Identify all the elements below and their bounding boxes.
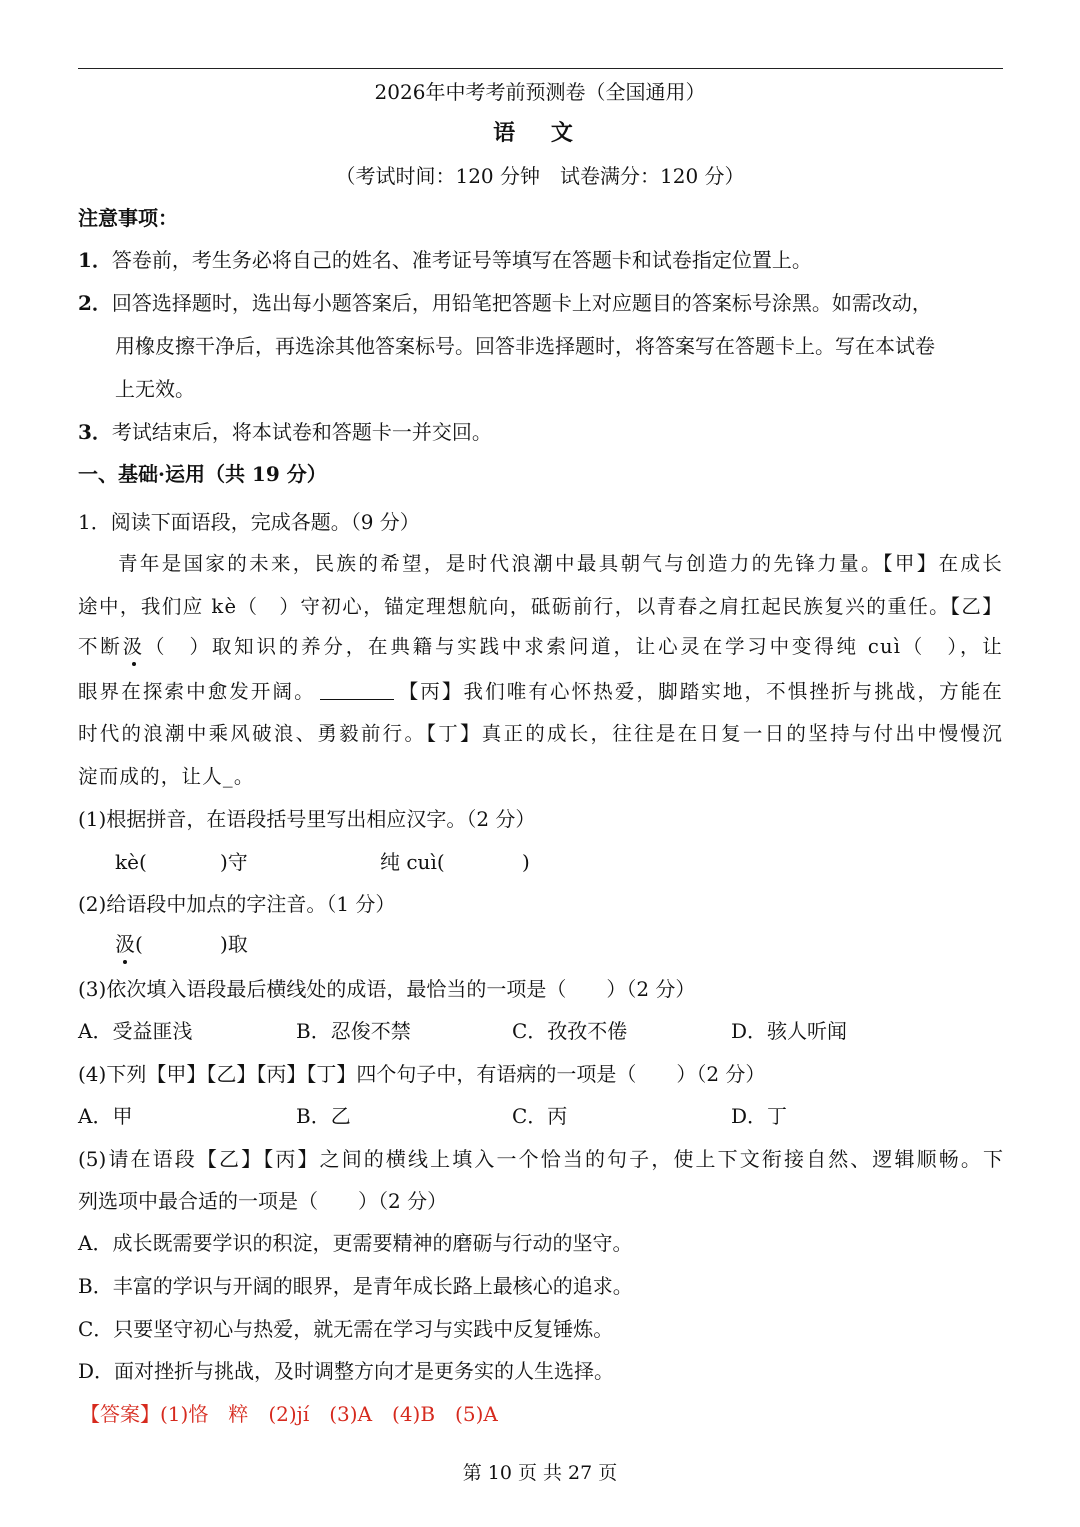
sub1-blank-ke-open: kè( [115, 850, 147, 874]
section-heading: 一、基础·运用（共 19 分） [78, 462, 327, 486]
passage-line-4: 眼界在探索中愈发开阔。 【丙】我们唯有心怀热爱，脚踏实地，不惧挫折与挑战，方能在 [78, 680, 1004, 703]
sub-question-5-stem-2: 列选项中最合适的一项是（ ）（2 分） [78, 1189, 448, 1213]
sub5-option-d: D．面对挫折与挑战，及时调整方向才是更务实的人生选择。 [78, 1359, 615, 1383]
notice-item-3 [78, 418, 492, 446]
sub3-option-a: A．受益匪浅 [78, 1019, 193, 1043]
answer-line: 【答案】(1)恪 粹 (2)jí (3)A (4)B (5)A [80, 1402, 498, 1426]
notice-item-2-cont1: 用橡皮擦干净后，再选涂其他答案标号。回答非选择题时，将答案写在答题卡上。写在本试卷 [115, 334, 935, 358]
notice-item-number: 3． [78, 420, 112, 444]
sub4-option-d: D．丁 [731, 1104, 788, 1128]
sub4-option-a: A．甲 [78, 1104, 133, 1128]
sub3-option-d: D．骇人听闻 [731, 1019, 848, 1043]
notice-item-text: 答卷前，考生务必将自己的姓名、准考证号等填写在答题卡和试卷指定位置上。 [111, 248, 812, 272]
sub2-close: )取 [220, 932, 248, 956]
sub1-blank-ke-close: )守 [220, 850, 248, 874]
passage-line-6: 淀而成的，让人_。 [78, 765, 255, 788]
notice-item-2 [78, 289, 932, 317]
question-1-intro: 1．阅读下面语段，完成各题。（9 分） [78, 510, 420, 534]
notice-item-1 [78, 246, 812, 274]
passage-line-1: 青年是国家的未来，民族的希望，是时代浪潮中最具朝气与创造力的先锋力量。【甲】在成长 [118, 552, 1003, 575]
notice-item-number: 1． [78, 248, 112, 272]
sub1-blank-cui-open: 纯 cuì( [380, 850, 445, 874]
notice-item-number: 2． [78, 291, 112, 315]
sub1-blank-cui-close: ) [522, 850, 530, 874]
subject-title: 语 文 [493, 120, 587, 146]
sub4-option-c: C．丙 [512, 1104, 568, 1128]
page-number: 第 10 页 共 27 页 [462, 1462, 618, 1484]
sub-question-3-stem: (3)依次填入语段最后横线处的成语，最恰当的一项是（ ）（2 分） [78, 977, 696, 1001]
passage-line-5: 时代的浪潮中乘风破浪、勇毅前行。【丁】真正的成长，往往是在日复一日的坚持与付出中慢慢沉 [78, 722, 1003, 745]
notice-item-text: 回答选择题时，选出每小题答案后，用铅笔把答题卡上对应题目的答案标号涂黑。如需改动， [111, 291, 932, 315]
exam-title: 2026年中考考前预测卷（全国通用） [374, 80, 706, 104]
exam-info: （考试时间：120 分钟 试卷满分：120 分） [335, 164, 745, 188]
sub5-option-a: A．成长既需要学识的积淀，更需要精神的磨砺与行动的坚守。 [78, 1231, 633, 1255]
dotted-char: 汲 [122, 635, 145, 658]
sub-question-2-stem: (2)给语段中加点的字注音。（1 分） [78, 892, 396, 916]
sub5-option-c: C．只要坚守初心与热爱，就无需在学习与实践中反复锤炼。 [78, 1317, 614, 1341]
notice-item-2-cont2: 上无效。 [115, 377, 195, 401]
notice-heading: 注意事项： [78, 206, 178, 230]
sub-question-5-stem-1: (5)请在语段【乙】【丙】之间的横线上填入一个恰当的句子，使上下文衔接自然、逻辑顺畅。下 [78, 1147, 1003, 1171]
sub3-option-b: B．忍俊不禁 [296, 1019, 411, 1043]
header-rule [78, 68, 1003, 69]
notice-item-text: 考试结束后，将本试卷和答题卡一并交回。 [111, 420, 492, 444]
sub5-option-b: B．丰富的学识与开阔的眼界，是青年成长路上最核心的追求。 [78, 1274, 633, 1298]
passage-line-2: 途中，我们应 kè（ ）守初心，锚定理想航向，砥砺前行，以青春之肩扛起民族复兴的重任。【乙】 [78, 595, 1003, 618]
sub-question-4-stem: (4)下列【甲】【乙】【丙】【丁】四个句子中，有语病的一项是（ ）（2 分） [78, 1062, 766, 1086]
passage-line-3: 不断汲（ ）取知识的养分，在典籍与实践中求索问道，让心灵在学习中变得纯 cuì（ ），让 [78, 635, 1003, 658]
fill-blank-line [320, 679, 394, 700]
sub3-option-c: C．孜孜不倦 [512, 1019, 628, 1043]
sub2-dotted-char: 汲( [115, 932, 143, 956]
sub-question-1-stem: (1)根据拼音，在语段括号里写出相应汉字。（2 分） [78, 807, 536, 831]
sub4-option-b: B．乙 [296, 1104, 351, 1128]
